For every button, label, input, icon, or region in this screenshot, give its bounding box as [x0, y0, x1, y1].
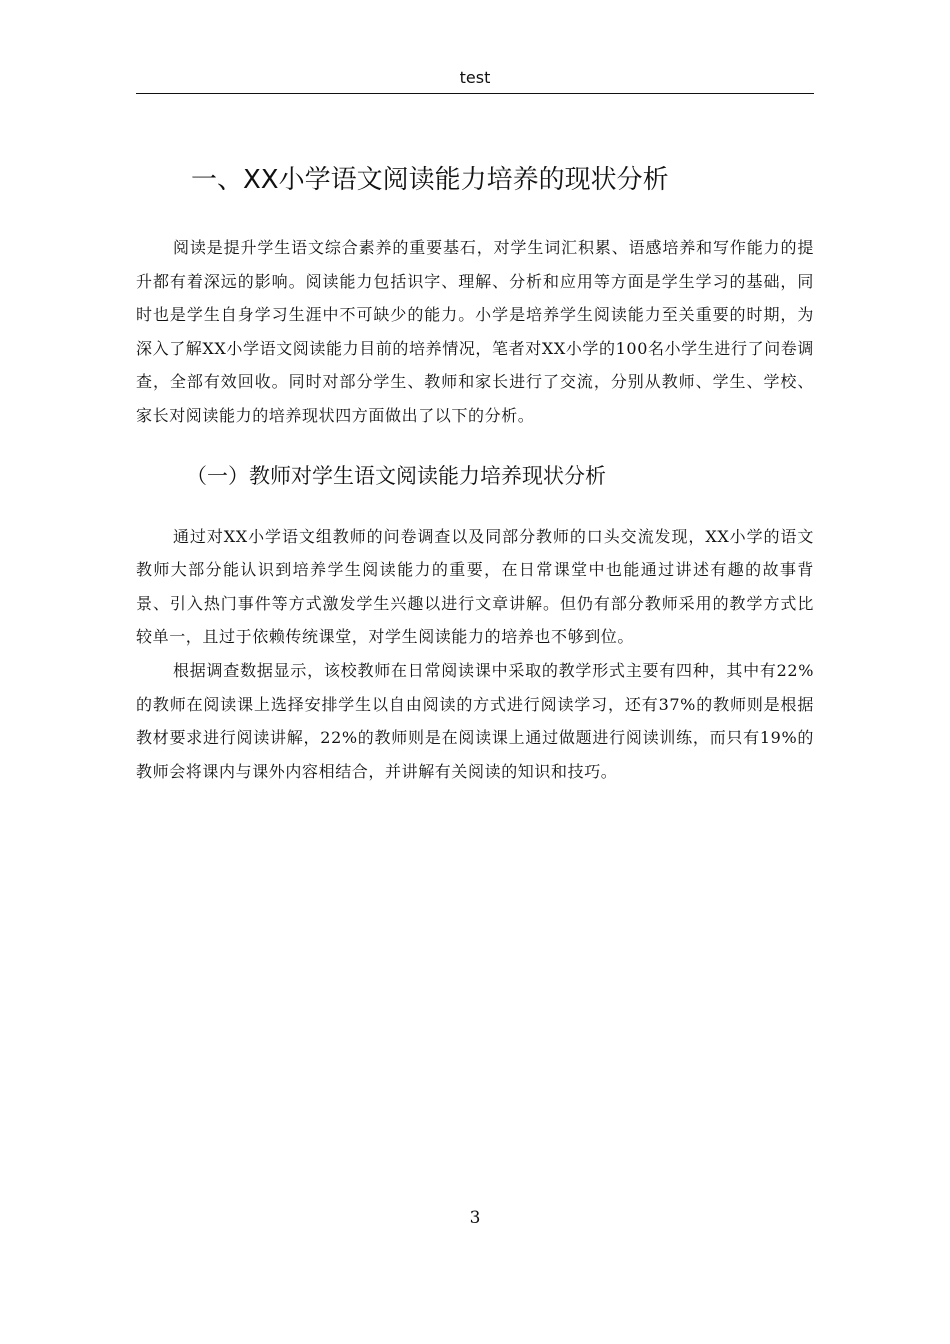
body-paragraph-2: 根据调查数据显示，该校教师在日常阅读课中采取的教学形式主要有四种，其中有22%的教师在阅读课上选择安排学生以自由阅读的方式进行阅读学习，还有37%的教师则是根据教材要求进行阅读讲解，22%的教师则是在阅读课上通过做题进行阅读训练，而只有19%的教师会将课内与课外内容相结合，并讲解有关阅读的知识和技巧。 — [136, 660, 814, 781]
page-body — [136, 92, 814, 788]
page-header: test — [136, 66, 814, 94]
section-heading: 一、XX小学语文阅读能力培养的现状分析 — [191, 165, 669, 195]
intro-paragraph: 阅读是提升学生语文综合素养的重要基石，对学生词汇积累、语感培养和写作能力的提升都有着深远的影响。阅读能力包括识字、理解、分析和应用等方面是学生学习的基础，同时也是学生自身学习生涯中不可缺少的能力。小学是培养学生阅读能力至关重要的时期，为深入了解XX小学语文阅读能力目前的培养情况，笔者对XX小学的100名小学生进行了问卷调查，全部有效回收。同时对部分学生、教师和家长进行了交流，分别从教师、学生、学校、家长对阅读能力的培养现状四方面做出了以下的分析。 — [136, 238, 814, 425]
subsection-heading: （一）教师对学生语文阅读能力培养现状分析 — [186, 463, 606, 488]
body-paragraph-1: 通过对XX小学语文组教师的问卷调查以及同部分教师的口头交流发现，XX小学的语文教师大部分能认识到培养学生阅读能力的重要，在日常课堂中也能通过讲述有趣的故事背景、引入热门事件等方式激发学生兴趣以进行文章讲解。但仍有部分教师采用的教学方式比较单一，且过于依赖传统课堂，对学生阅读能力的培养也不够到位。 — [136, 526, 814, 647]
page-number: 3 — [469, 1208, 481, 1228]
